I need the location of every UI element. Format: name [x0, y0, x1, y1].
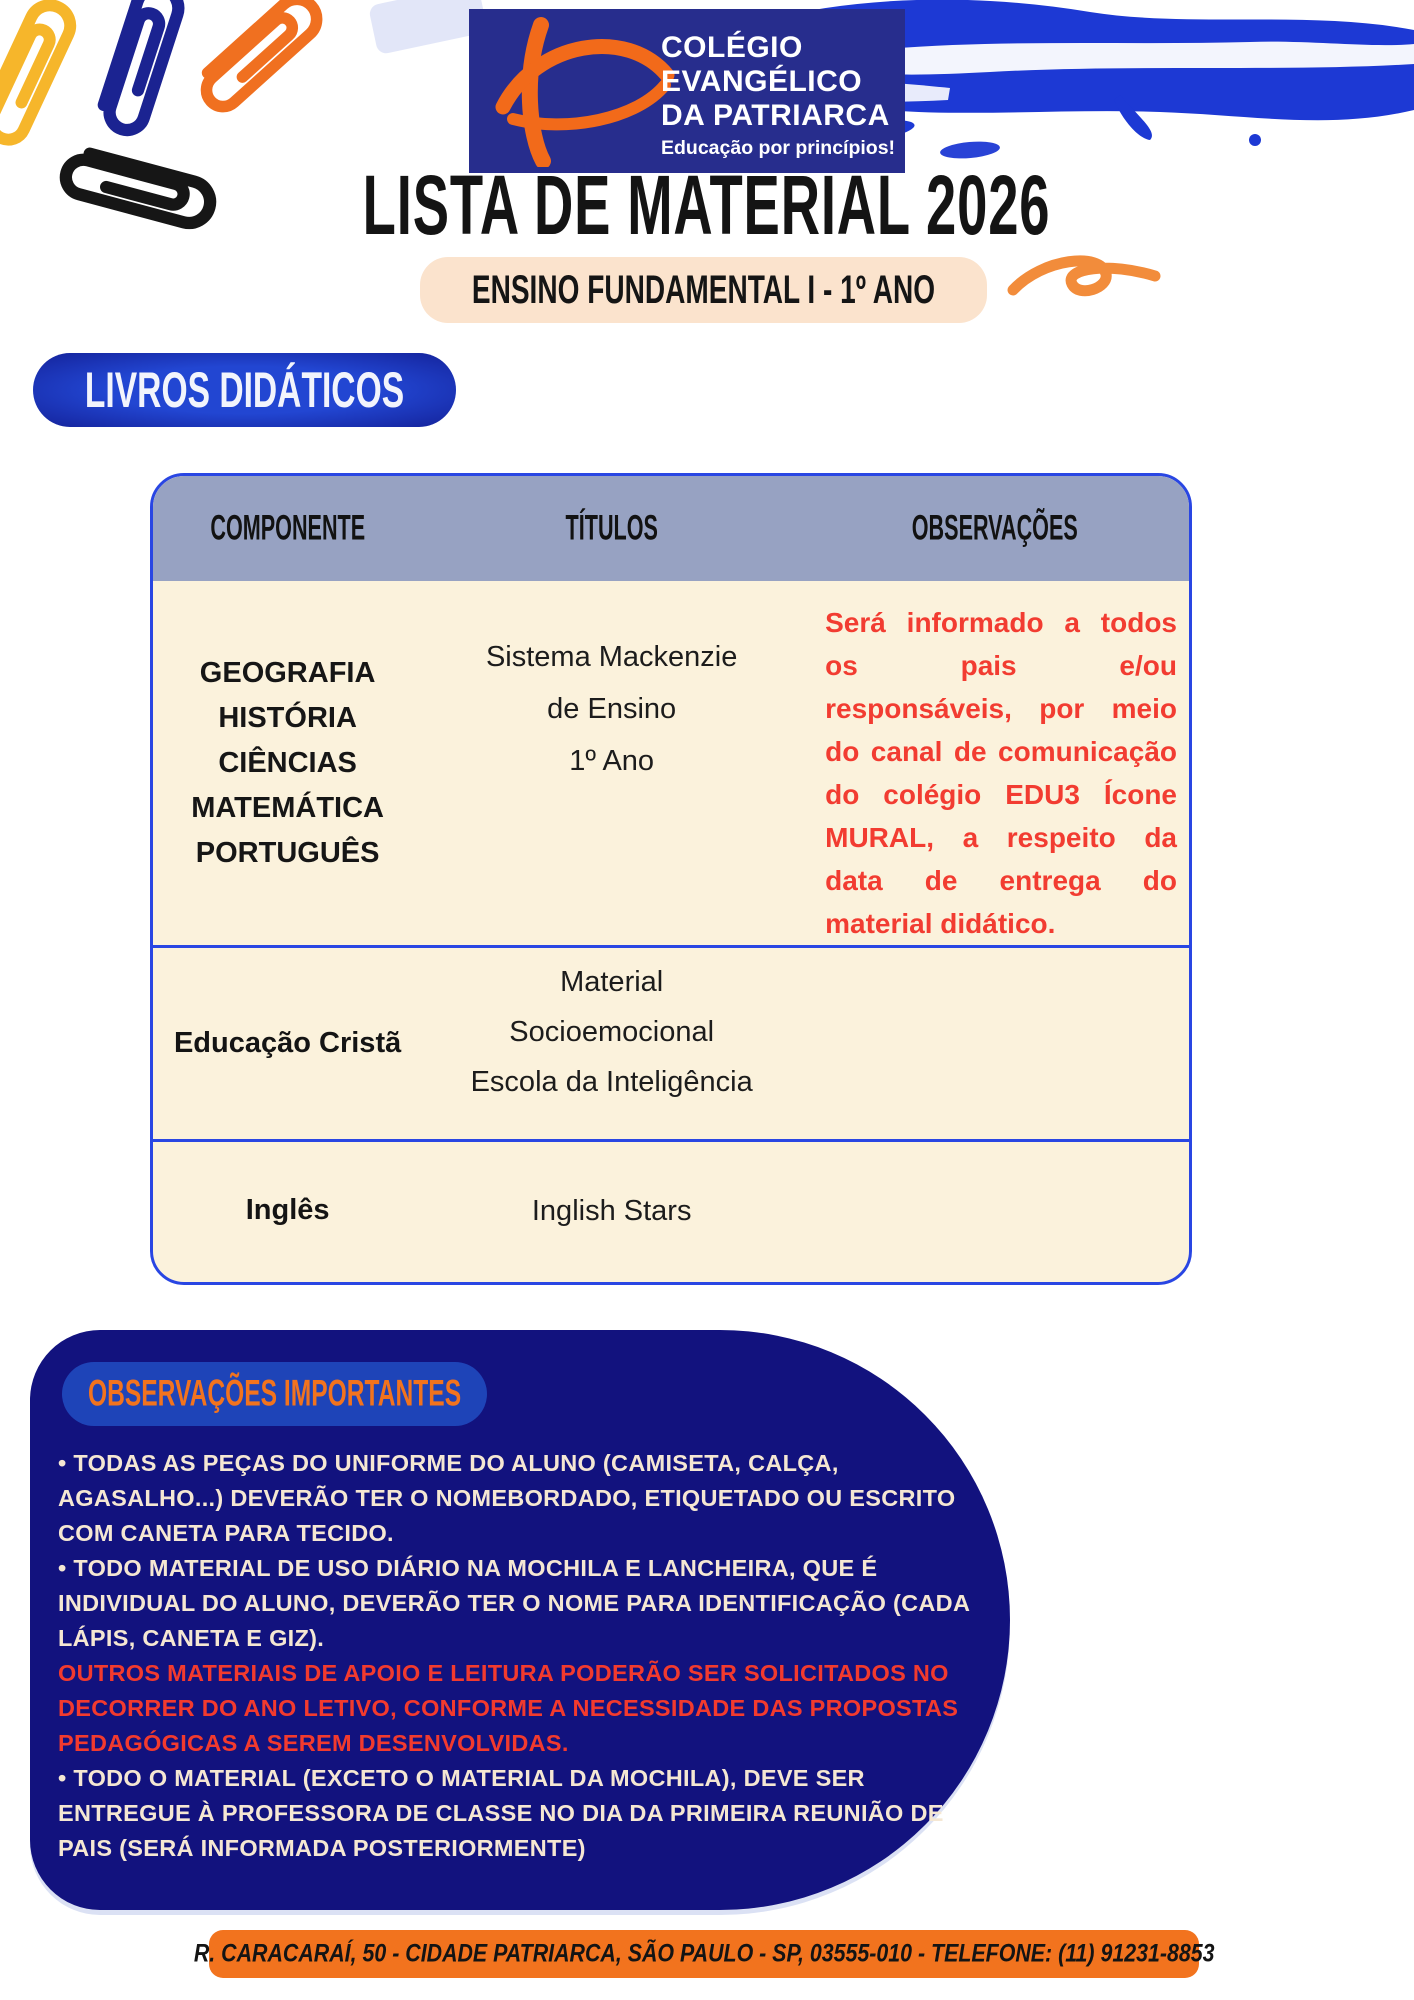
delivery-notice: Será informado a todos os pais e/ou responsáveis, por meio do canal de comunicação do colégio EDU3 Ícone MURAL, a respeito da data de entrega do material didático. [825, 607, 1177, 939]
componente-cell: Educação Cristã [173, 1027, 402, 1059]
table-row [153, 581, 1189, 945]
componente-cell: Inglês [245, 1194, 330, 1226]
observacoes-cell [801, 581, 1189, 945]
table-row [153, 945, 1189, 1139]
column-header-titulos: TÍTULOS [565, 508, 658, 548]
observations-title-pill: OBSERVAÇÕES IMPORTANTES [62, 1362, 487, 1426]
address-bar [193, 1930, 1215, 1978]
school-address: R. CARACARAÍ, 50 - CIDADE PATRIARCA, SÃO PAULO - SP, 03555-010 - TELEFONE: (11) 91231-8853 [193, 1939, 1215, 1968]
section-title-livros-didaticos: LIVROS DIDÁTICOS [33, 353, 456, 427]
table-header-row [153, 476, 1189, 581]
table-row [153, 1139, 1189, 1279]
titulos-cell: Material Socioemocional Escola da Inteligência [470, 965, 753, 1098]
observations-text [58, 1446, 986, 1866]
observation-item: • TODO MATERIAL DE USO DIÁRIO NA MOCHILA E LANCHEIRA, QUE É INDIVIDUAL DO ALUNO, DEVERÃO TER O NOME PARA IDENTIFICAÇÃO (CADA LÁPIS, CANETA E GIZ). [58, 1555, 970, 1651]
important-observations-panel [30, 1330, 1010, 1910]
column-header-observacoes: OBSERVAÇÕES [912, 508, 1079, 548]
logo-text [661, 31, 895, 160]
componente-cell: GEOGRAFIA HISTÓRIA CIÊNCIAS MATEMÁTICA PORTUGUÊS [191, 656, 384, 869]
school-logo [469, 9, 905, 173]
observacoes-cell [801, 1142, 1189, 1279]
logo-tagline: Educação por princípios! [661, 137, 896, 159]
titulos-cell: Sistema Mackenzie de Ensino 1º Ano [485, 641, 738, 777]
paperclips-decoration [0, 0, 360, 290]
paperclip-icon [0, 0, 77, 145]
scribble-icon [1003, 248, 1173, 310]
observation-item: • TODO O MATERIAL (EXCETO O MATERIAL DA MOCHILA), DEVE SER ENTREGUE À PROFESSORA DE CLASSE NO DIA DA PRIMEIRA REUNIÃO DE PAIS (SERÁ INFORMADA POSTERIORMENTE) [58, 1765, 944, 1861]
paperclip-icon [195, 0, 324, 113]
observacoes-cell [801, 948, 1189, 1139]
paperclip-icon [98, 0, 183, 135]
titulos-cell: Inglish Stars [531, 1194, 692, 1227]
logo-name-line: COLÉGIO [661, 31, 803, 64]
column-header-componente: COMPONENTE [210, 508, 366, 548]
page-title: LISTA DE MATERIAL 2026 [363, 157, 1051, 253]
materials-table [150, 473, 1192, 1285]
logo-name-line: DA PATRIARCA [661, 99, 890, 132]
grade-badge: ENSINO FUNDAMENTAL I - 1º ANO [420, 257, 987, 323]
observation-item: • TODAS AS PEÇAS DO UNIFORME DO ALUNO (CAMISETA, CALÇA, AGASALHO...) DEVERÃO TER O NOMEBORDADO, ETIQUETADO OU ESCRITO COM CANETA PARA TECIDO. [58, 1450, 956, 1546]
observation-item: OUTROS MATERIAIS DE APOIO E LEITURA PODERÃO SER SOLICITADOS NO DECORRER DO ANO LETIVO, CONFORME A NECESSIDADE DAS PROPOSTAS PEDAGÓGICAS A SEREM DESENVOLVIDAS. [58, 1660, 959, 1756]
logo-name-line: EVANGÉLICO [661, 65, 863, 98]
ichthys-fish-icon [477, 15, 677, 167]
